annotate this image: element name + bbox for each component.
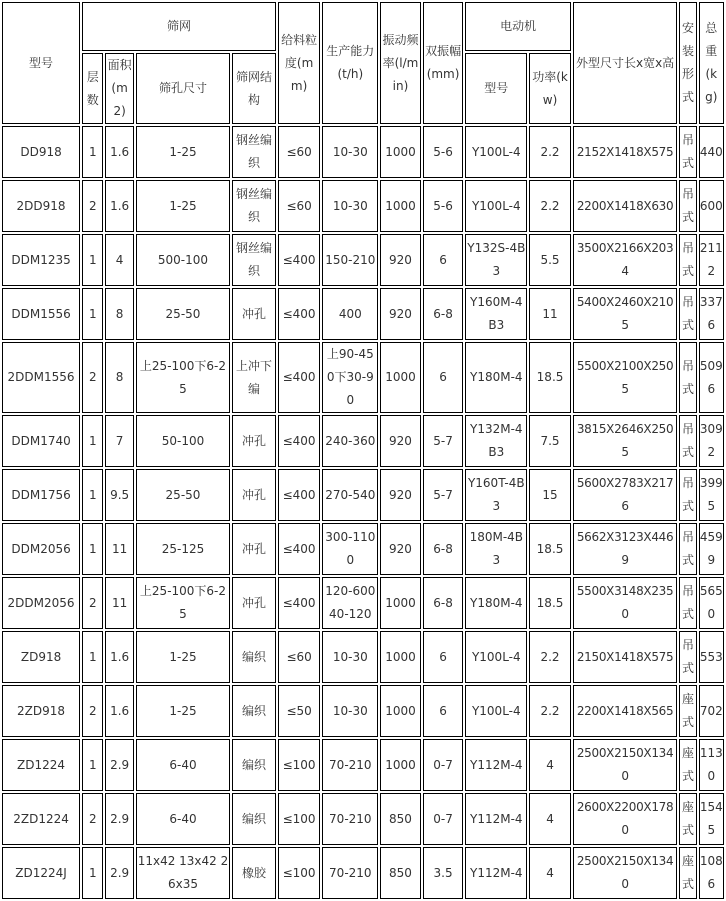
hole-size-cell: 50-100 [136,415,230,467]
model-cell: DDM1235 [2,234,80,286]
amplitude-cell: 6 [423,631,464,683]
header-model: 型号 [2,2,80,124]
mesh-cell: 冲孔 [232,523,276,575]
hole-size-cell: 1-25 [136,685,230,737]
table-row [2,685,724,737]
mesh-cell: 钢丝编织 [232,126,276,178]
mesh-cell: 冲孔 [232,415,276,467]
motor-model-cell: 180M-4B3 [465,523,527,575]
amplitude-cell: 5-7 [423,415,464,467]
weight-cell: 1086 [699,847,724,899]
frequency-cell: 1000 [380,577,421,629]
motor-model-cell: Y180M-4 [465,342,527,413]
feed-size-cell: ≤400 [278,415,321,467]
header-dimensions: 外型尺寸长x宽x高 [573,2,677,124]
hole-size-cell: 11x42 13x42 26x35 [136,847,230,899]
header-amplitude: 双振幅(mm) [423,2,464,124]
capacity-cell: 上90-450下30-90 [322,342,378,413]
table-row [2,180,724,232]
mesh-cell: 钢丝编织 [232,234,276,286]
table-row [2,793,724,845]
weight-cell: 702 [699,685,724,737]
install-cell: 吊式 [679,631,696,683]
table-body [2,126,724,899]
dimensions-cell: 2500X2150X1340 [573,847,677,899]
install-cell: 座式 [679,739,696,791]
table-row [2,847,724,899]
frequency-cell: 1000 [380,342,421,413]
table-row [2,739,724,791]
mesh-cell: 橡胶 [232,847,276,899]
header-motor-model: 型号 [465,53,527,124]
power-cell: 18.5 [529,577,571,629]
layers-cell: 1 [82,469,103,521]
amplitude-cell: 0-7 [423,739,464,791]
feed-size-cell: ≤400 [278,577,321,629]
model-cell: DDM1740 [2,415,80,467]
dimensions-cell: 2600X2200X1780 [573,793,677,845]
layers-cell: 1 [82,523,103,575]
power-cell: 18.5 [529,523,571,575]
power-cell: 2.2 [529,180,571,232]
layers-cell: 1 [82,288,103,340]
capacity-cell: 70-210 [322,793,378,845]
capacity-cell: 10-30 [322,631,378,683]
install-cell: 吊式 [679,342,696,413]
power-cell: 5.5 [529,234,571,286]
amplitude-cell: 5-6 [423,180,464,232]
feed-size-cell: ≤400 [278,469,321,521]
header-layers: 层数 [82,53,103,124]
model-cell: 2ZD918 [2,685,80,737]
area-cell: 1.6 [105,685,133,737]
layers-cell: 2 [82,180,103,232]
weight-cell: 3092 [699,415,724,467]
feed-size-cell: ≤60 [278,126,321,178]
table-row [2,342,724,413]
frequency-cell: 920 [380,415,421,467]
feed-size-cell: ≤400 [278,234,321,286]
frequency-cell: 920 [380,288,421,340]
motor-model-cell: Y112M-4 [465,793,527,845]
capacity-cell: 400 [322,288,378,340]
layers-cell: 2 [82,342,103,413]
frequency-cell: 1000 [380,739,421,791]
capacity-cell: 10-30 [322,685,378,737]
mesh-cell: 冲孔 [232,469,276,521]
feed-size-cell: ≤60 [278,631,321,683]
capacity-cell: 270-540 [322,469,378,521]
amplitude-cell: 6 [423,234,464,286]
hole-size-cell: 500-100 [136,234,230,286]
layers-cell: 1 [82,847,103,899]
hole-size-cell: 6-40 [136,739,230,791]
model-cell: 2DDM2056 [2,577,80,629]
capacity-cell: 70-210 [322,847,378,899]
capacity-cell: 120-600 40-120 [322,577,378,629]
dimensions-cell: 2152X1418X575 [573,126,677,178]
amplitude-cell: 5-6 [423,126,464,178]
install-cell: 吊式 [679,523,696,575]
install-cell: 座式 [679,685,696,737]
layers-cell: 1 [82,126,103,178]
motor-model-cell: Y100L-4 [465,685,527,737]
dimensions-cell: 2200X1418X565 [573,685,677,737]
hole-size-cell: 上25-100下6-25 [136,342,230,413]
weight-cell: 440 [699,126,724,178]
area-cell: 9.5 [105,469,133,521]
capacity-cell: 300-1100 [322,523,378,575]
header-hole-size: 筛孔尺寸 [136,53,230,124]
feed-size-cell: ≤100 [278,739,321,791]
header-mesh-structure: 筛网结构 [232,53,276,124]
power-cell: 18.5 [529,342,571,413]
weight-cell: 4599 [699,523,724,575]
power-cell: 2.2 [529,631,571,683]
layers-cell: 2 [82,685,103,737]
install-cell: 吊式 [679,180,696,232]
header-feed-size: 给料粒度(mm) [278,2,321,124]
model-cell: 2ZD1224 [2,793,80,845]
amplitude-cell: 6 [423,685,464,737]
weight-cell: 600 [699,180,724,232]
frequency-cell: 920 [380,523,421,575]
frequency-cell: 1000 [380,685,421,737]
frequency-cell: 850 [380,847,421,899]
weight-cell: 1545 [699,793,724,845]
motor-model-cell: Y132S-4B3 [465,234,527,286]
area-cell: 1.6 [105,180,133,232]
weight-cell: 5096 [699,342,724,413]
feed-size-cell: ≤400 [278,523,321,575]
dimensions-cell: 5600X2783X2176 [573,469,677,521]
mesh-cell: 编织 [232,793,276,845]
model-cell: DDM1556 [2,288,80,340]
motor-model-cell: Y160M-4B3 [465,288,527,340]
frequency-cell: 920 [380,234,421,286]
motor-model-cell: Y180M-4 [465,577,527,629]
layers-cell: 1 [82,739,103,791]
layers-cell: 2 [82,793,103,845]
table-row [2,288,724,340]
amplitude-cell: 6-8 [423,288,464,340]
header-motor-group: 电动机 [465,2,570,51]
model-cell: DDM2056 [2,523,80,575]
dimensions-cell: 5500X3148X2350 [573,577,677,629]
motor-model-cell: Y100L-4 [465,631,527,683]
power-cell: 2.2 [529,685,571,737]
frequency-cell: 850 [380,793,421,845]
layers-cell: 1 [82,415,103,467]
power-cell: 4 [529,793,571,845]
area-cell: 7 [105,415,133,467]
feed-size-cell: ≤100 [278,793,321,845]
capacity-cell: 10-30 [322,180,378,232]
mesh-cell: 上冲下编 [232,342,276,413]
weight-cell: 1130 [699,739,724,791]
motor-model-cell: Y112M-4 [465,847,527,899]
feed-size-cell: ≤60 [278,180,321,232]
area-cell: 1.6 [105,126,133,178]
motor-model-cell: Y112M-4 [465,739,527,791]
weight-cell: 3376 [699,288,724,340]
motor-model-cell: Y132M-4B3 [465,415,527,467]
hole-size-cell: 1-25 [136,631,230,683]
model-cell: 2DDM1556 [2,342,80,413]
amplitude-cell: 6 [423,342,464,413]
install-cell: 座式 [679,847,696,899]
header-power: 功率(kw) [529,53,571,124]
install-cell: 吊式 [679,126,696,178]
feed-size-cell: ≤400 [278,342,321,413]
model-cell: DD918 [2,126,80,178]
amplitude-cell: 6-8 [423,523,464,575]
hole-size-cell: 1-25 [136,126,230,178]
model-cell: DDM1756 [2,469,80,521]
install-cell: 吊式 [679,415,696,467]
frequency-cell: 1000 [380,631,421,683]
hole-size-cell: 6-40 [136,793,230,845]
layers-cell: 2 [82,577,103,629]
feed-size-cell: ≤50 [278,685,321,737]
amplitude-cell: 6-8 [423,577,464,629]
model-cell: ZD1224 [2,739,80,791]
header-weight: 总重(kg) [699,2,724,124]
area-cell: 11 [105,577,133,629]
mesh-cell: 冲孔 [232,288,276,340]
area-cell: 11 [105,523,133,575]
table-row [2,631,724,683]
power-cell: 4 [529,739,571,791]
install-cell: 吊式 [679,469,696,521]
area-cell: 2.9 [105,793,133,845]
dimensions-cell: 3815X2646X2505 [573,415,677,467]
model-cell: ZD1224J [2,847,80,899]
motor-model-cell: Y100L-4 [465,126,527,178]
dimensions-cell: 2150X1418X575 [573,631,677,683]
weight-cell: 3995 [699,469,724,521]
table-row [2,523,724,575]
hole-size-cell: 25-50 [136,469,230,521]
frequency-cell: 1000 [380,126,421,178]
mesh-cell: 编织 [232,685,276,737]
amplitude-cell: 3.5 [423,847,464,899]
motor-model-cell: Y160T-4B3 [465,469,527,521]
frequency-cell: 920 [380,469,421,521]
area-cell: 8 [105,342,133,413]
area-cell: 2.9 [105,739,133,791]
table-row [2,234,724,286]
hole-size-cell: 1-25 [136,180,230,232]
weight-cell: 2112 [699,234,724,286]
table-row [2,126,724,178]
table-row [2,415,724,467]
capacity-cell: 240-360 [322,415,378,467]
install-cell: 吊式 [679,288,696,340]
dimensions-cell: 5662X3123X4469 [573,523,677,575]
motor-model-cell: Y100L-4 [465,180,527,232]
weight-cell: 5650 [699,577,724,629]
area-cell: 8 [105,288,133,340]
table-row [2,577,724,629]
install-cell: 吊式 [679,577,696,629]
area-cell: 1.6 [105,631,133,683]
install-cell: 吊式 [679,234,696,286]
dimensions-cell: 2500X2150X1340 [573,739,677,791]
area-cell: 2.9 [105,847,133,899]
table-header [2,2,724,124]
capacity-cell: 10-30 [322,126,378,178]
power-cell: 4 [529,847,571,899]
feed-size-cell: ≤100 [278,847,321,899]
layers-cell: 1 [82,234,103,286]
weight-cell: 553 [699,631,724,683]
table-row [2,469,724,521]
amplitude-cell: 0-7 [423,793,464,845]
header-frequency: 振动频率(l/min) [380,2,421,124]
hole-size-cell: 25-125 [136,523,230,575]
mesh-cell: 冲孔 [232,577,276,629]
mesh-cell: 编织 [232,739,276,791]
header-screen-group: 筛网 [82,2,276,51]
capacity-cell: 150-210 [322,234,378,286]
install-cell: 座式 [679,793,696,845]
header-capacity: 生产能力(t/h) [322,2,378,124]
feed-size-cell: ≤400 [278,288,321,340]
power-cell: 15 [529,469,571,521]
model-cell: ZD918 [2,631,80,683]
amplitude-cell: 5-7 [423,469,464,521]
mesh-cell: 编织 [232,631,276,683]
dimensions-cell: 2200X1418X630 [573,180,677,232]
power-cell: 7.5 [529,415,571,467]
dimensions-cell: 5500X2100X2505 [573,342,677,413]
header-install: 安装形式 [679,2,696,124]
header-area: 面积(m2) [105,53,133,124]
dimensions-cell: 5400X2460X2105 [573,288,677,340]
power-cell: 11 [529,288,571,340]
capacity-cell: 70-210 [322,739,378,791]
mesh-cell: 钢丝编织 [232,180,276,232]
frequency-cell: 1000 [380,180,421,232]
area-cell: 4 [105,234,133,286]
layers-cell: 1 [82,631,103,683]
power-cell: 2.2 [529,126,571,178]
hole-size-cell: 25-50 [136,288,230,340]
hole-size-cell: 上25-100下6-25 [136,577,230,629]
dimensions-cell: 3500X2166X2034 [573,234,677,286]
model-cell: 2DD918 [2,180,80,232]
